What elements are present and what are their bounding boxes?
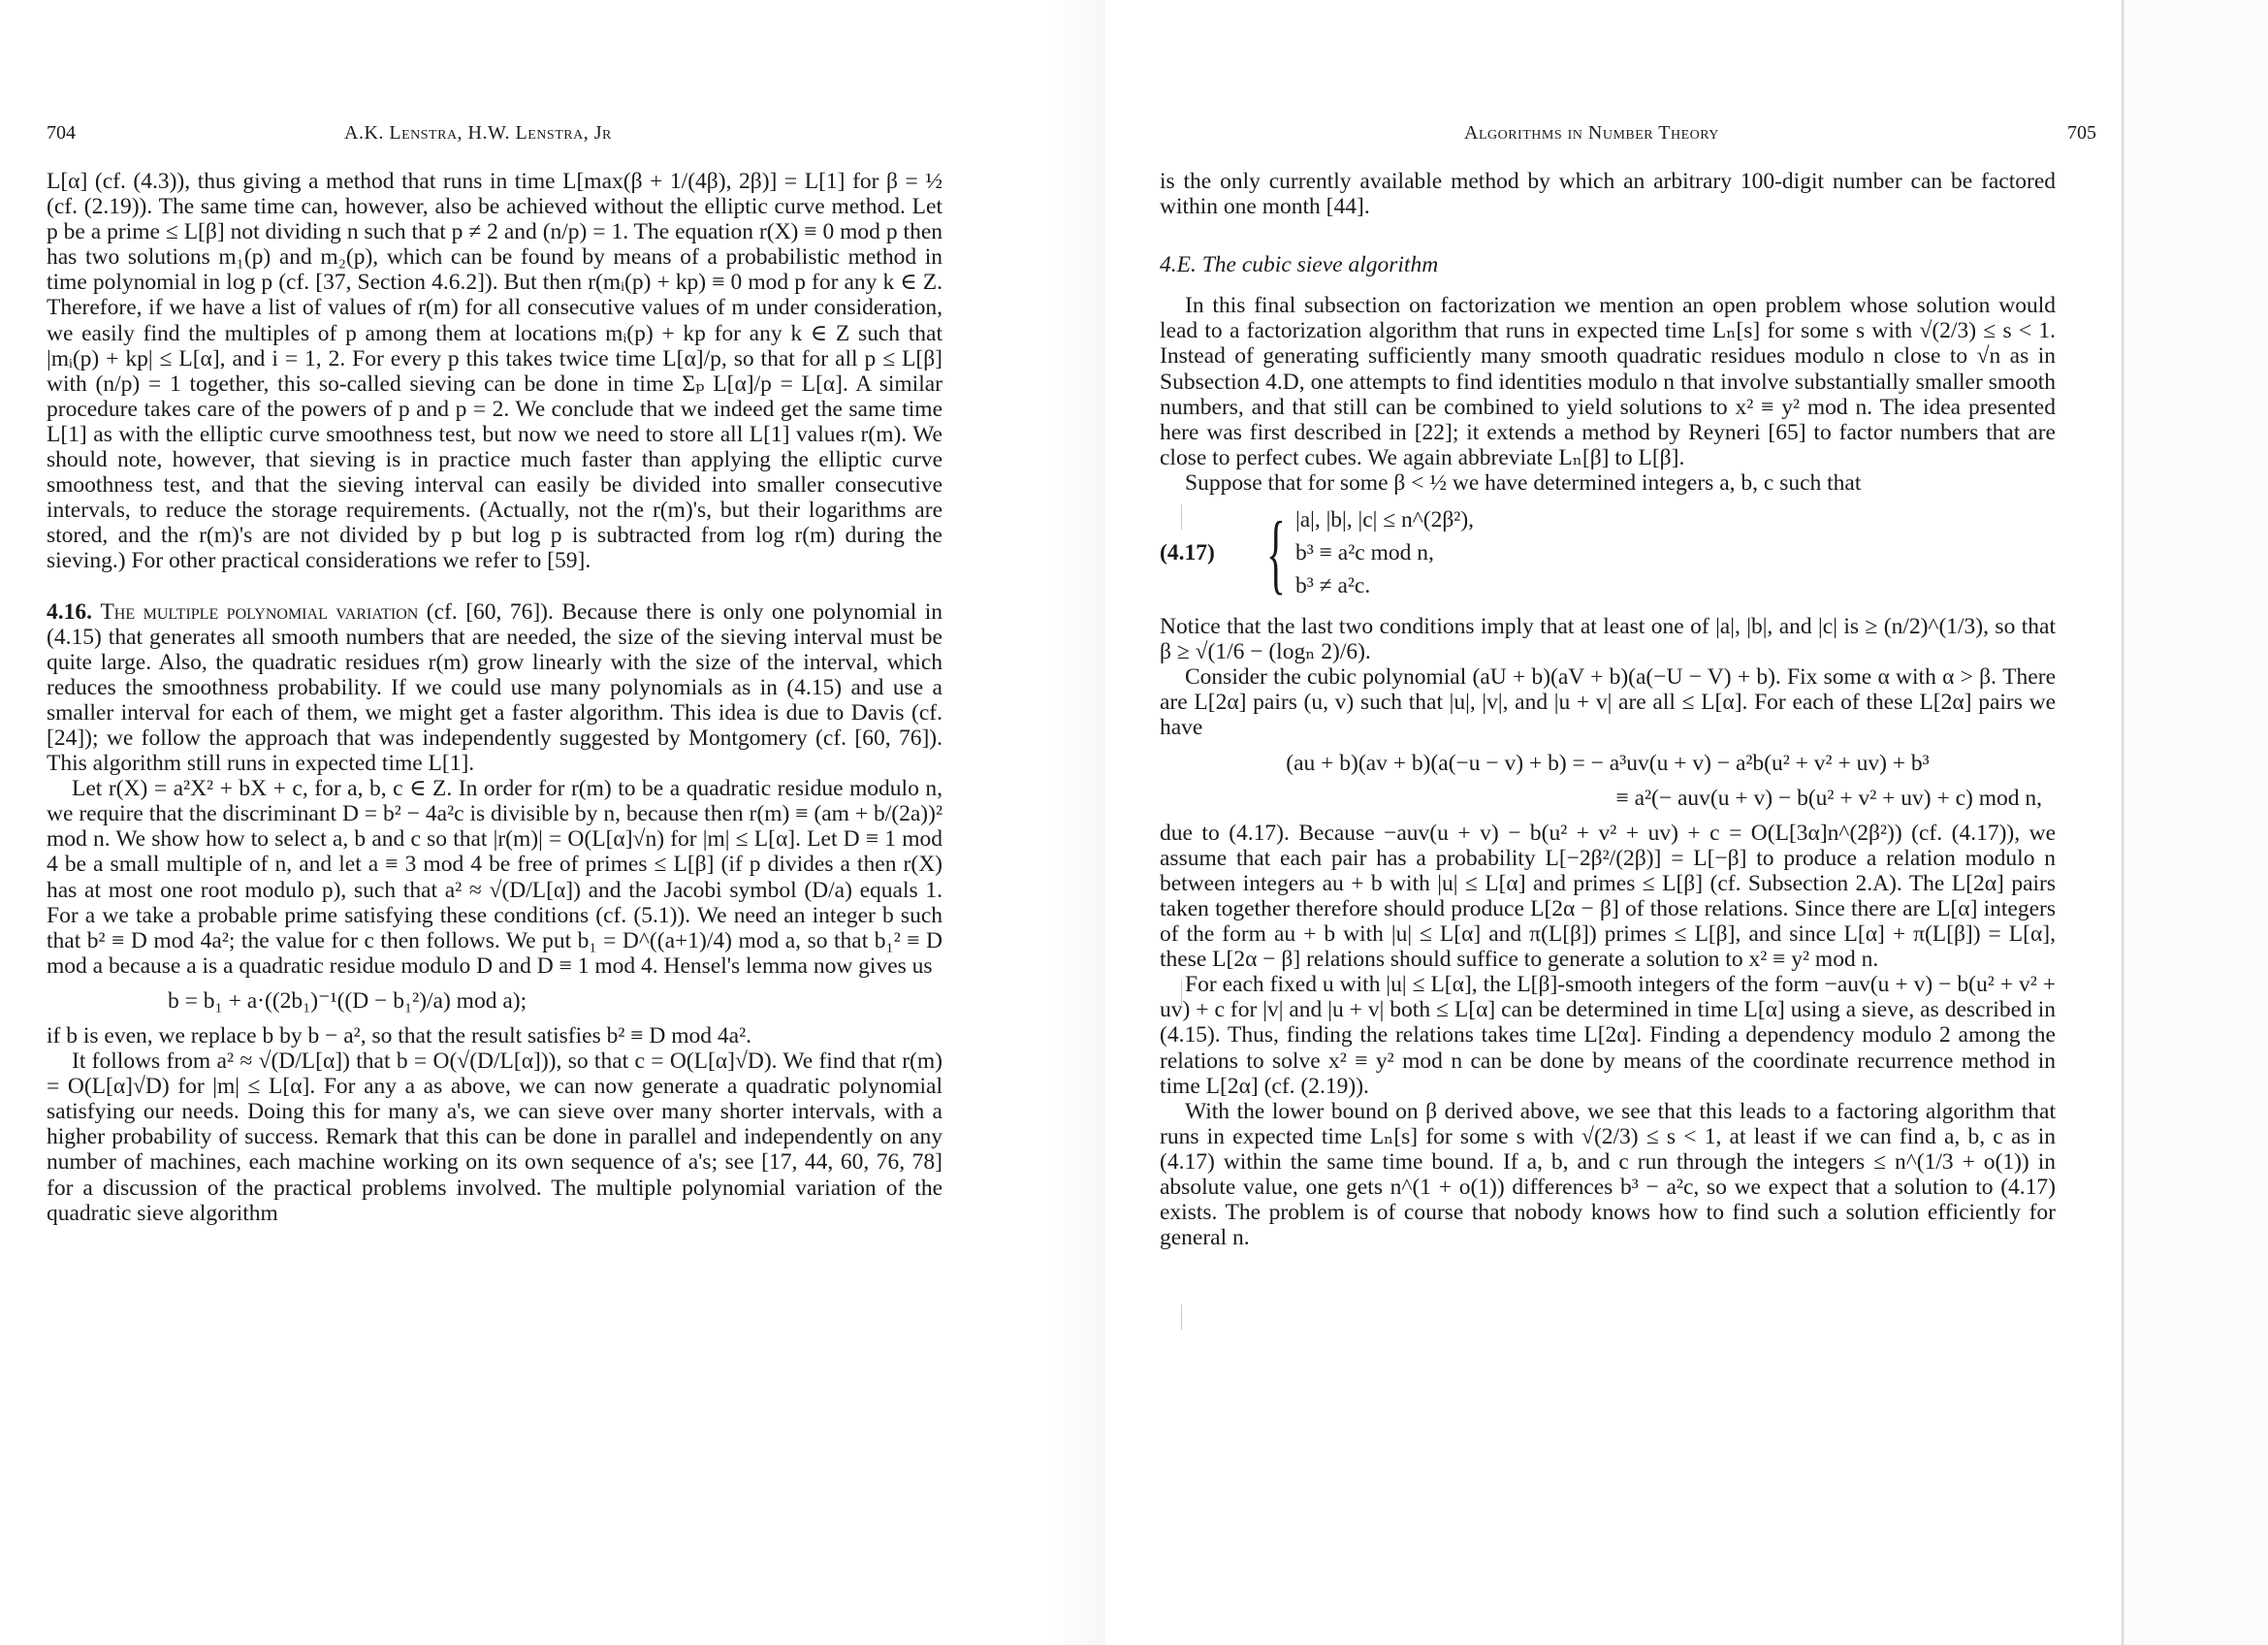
paragraph: is the only currently available method by which an arbitrary 100-digit number can be factored within one month [44]. (1160, 169, 2056, 220)
left-column (47, 169, 942, 1226)
right-column (1160, 169, 2056, 1250)
paragraph: Because there is only one polynomial in (4.15) that generates all smooth numbers that are needed, the size of the sieving interval must be quite large. Also, the quadratic residues r(m) grow linearly with the size of the interval, which reduces the smoothness probability. If we could use many polynomials as in (4.15) and use a smaller interval for each of them, we might get a faster algorithm. This idea is due to Davis (cf. [24]); we follow the approach that was independently suggested by Montgomery (cf. [60, 76]). This algorithm still runs in expected time L[1]. (47, 598, 943, 777)
hensel-formula: b = b₁ + a·((2b₁)⁻¹((D − b₁²)/a) mod a); (168, 987, 527, 1014)
section-citation: (cf. [60, 76]). (426, 598, 554, 625)
section-paragraph (47, 599, 942, 777)
paragraph: With the lower bound on β derived above, we see that this leads to a factoring algorithm that runs in expected time Lₙ[s] for some s with √(2/3) ≤ s < 1, at least if we can find a, b, c as in (4.17) within the same time bound. If a, b, and c run through the integers ≤ n^(1/3 + o(1)) in absolute value, one gets n^(1 + o(1)) differences b³ − a²c, so we expect that a solution to (4.17) exists. The problem is of course that nobody knows how to find such a solution efficiently for general n. (1160, 1098, 2056, 1251)
paragraph: It follows from a² ≈ √(D/L[α]) that b = O(√(D/L[α])), so that c = O(L[α]√D). We find that r(m) = O(L[α]√D) for |m| ≤ L[α]. For any a as above, we can now generate a quadratic polynomial satisfying our needs. Doing this for many a's, we can sieve over many shorter intervals, with a higher probability of success. Remark that this can be done in parallel and independently on any number of machines, each machine working on its own sequence of a's; see [17, 44, 60, 76, 78] for a discussion of the practical problems involved. The multiple polynomial variation of the quadratic sieve algorithm (47, 1048, 942, 1226)
paragraph: In this final subsection on factorization we mention an open problem whose solution would lead to a factorization algorithm that runs in expected time Lₙ[s] for some s with √(2/3) ≤ s < 1. Instead of generating sufficiently many smooth quadratic residues modulo n close to √n as in Subsection 4.D, one attempts to find identities modulo n that involve substantially smaller smooth numbers, and that still can be combined to yield solutions to x² ≡ y² mod n. The idea presented here was first described in [22]; it extends a method by Reyneri [65] to factor numbers that are close to perfect cubes. We again abbreviate Lₙ[β] to L[β]. (1160, 293, 2056, 470)
running-head-left: A.K. Lenstra, H.W. Lenstra, Jr (344, 122, 612, 144)
equation-line: |a|, |b|, |c| ≤ n^(2β²), (1295, 507, 1475, 533)
equation-line: b³ ≡ a²c mod n, (1295, 540, 1434, 566)
paragraph: L[α] (cf. (4.3)), thus giving a method that runs in time L[max(β + 1/(4β), 2β)] = L[1] for β = ½ (cf. (2.19)). The same time can, however, also be achieved without the elliptic curve method. Let p be a prime ≤ L[β] not dividing n such that p ≠ 2 and (n/p) = 1. The equation r(X) ≡ 0 mod p then has two solutions m₁(p) and m₂(p), which can be found by means of a probabilistic method in time polynomial in log p (cf. [37, Section 4.6.2]). But then r(mᵢ(p) + kp) ≡ 0 mod p for any k ∈ Z. Therefore, if we have a list of values of r(m) for all consecutive values of m under consideration, we easily find the multiples of p among them at locations mᵢ(p) + kp for any k ∈ Z such that |mᵢ(p) + kp| ≤ L[α], and i = 1, 2. For every p this takes twice time L[α]/p, so that for all p ≤ L[β] with (n/p) = 1 together, this so-called sieving can be done in time Σₚ L[α]/p = L[α]. A similar procedure takes care of the powers of p and p = 2. We conclude that we indeed get the same time L[1] as with the elliptic curve smoothness test, but now we need to store all L[1] values r(m). We should note, however, that sieving is in practice much faster than applying the elliptic curve smoothness test, and that the sieving interval can easily be divided into smaller consecutive intervals, to reduce the storage requirements. (Actually, not the r(m)'s, but their logarithms are stored, and the r(m)'s are not divided by p but log p is subtracted from log r(m) during the sieving.) For other practical considerations we refer to [59]. (47, 169, 942, 574)
section-title: 4.E. The cubic sieve algorithm (1160, 252, 1439, 278)
paragraph: For each fixed u with |u| ≤ L[α], the L[β]-smooth integers of the form −auv(u + v) − b(u² + v² + uv) + c for |v| and |u + v| both ≤ L[α] can be determined in time L[α] using a sieve, as described in (4.15). Thus, finding the relations takes time L[2α]. Finding a dependency modulo 2 among the relations to solve x² ≡ y² mod n can be done by means of the coordinate recurrence method in time L[2α] (cf. (2.19)). (1160, 972, 2056, 1099)
paragraph: due to (4.17). Because −auv(u + v) − b(u² + v² + uv) + c = O(L[3α]n^(2β²)) (cf. (4.17)), we assume that each pair has a probability L[−2β²/(2β)] = L[−β] to produce a relation modulo n between integers au + b with |u| ≤ L[α] and primes ≤ L[β] (cf. Subsection 2.A). The L[2α] pairs taken together therefore should produce L[2α − β] of those relations. Since there are L[α] integers of the form au + b with |u| ≤ L[α] and π(L[β]) primes ≤ L[β], and since L[α] + π(L[β]) = L[α], these L[2α − β] relations should suffice to generate a solution to x² ≡ y² mod n. (1160, 820, 2057, 973)
paragraph: Consider the cubic polynomial (aU + b)(aV + b)(a(−U − V) + b). Fix some α with α > β. There are L[2α] pairs (u, v) such that |u|, |v|, and |u + v| are all ≤ L[α]. For each of these L[2α] pairs we have (1160, 664, 2056, 741)
equation-line: b³ ≠ a²c. (1295, 573, 1371, 599)
display-equation: (au + b)(av + b)(a(−u − v) + b) = − a³uv(u + v) − a²b(u² + v² + uv) + b³ (1286, 750, 1930, 776)
section-number: 4.16. (47, 598, 92, 625)
display-equation: ≡ a²(− auv(u + v) − b(u² + v² + uv) + c) mod n, (1615, 785, 2042, 811)
equation-label: (4.17) (1160, 539, 1215, 565)
paragraph: Let r(X) = a²X² + bX + c, for a, b, c ∈ Z. In order for r(m) to be a quadratic residue modulo n, we require that the discriminant D = b² − 4a²c is divisible by n, because then r(m) ≡ (am + b/(2a))² mod n. We show how to select a, b and c so that |r(m)| = O(L[α]√n) for |m| ≤ L[α]. Let D ≡ 1 mod 4 be a small multiple of n, and let a ≡ 3 mod 4 be free of primes ≤ L[β] (if p divides a then r(X) has at most one root modulo p), such that a² ≈ √(D/L[α]) and the Jacobi symbol (D/a) equals 1. For a we take a probable prime satisfying these conditions (cf. (5.1)). We need an integer b such that b² ≡ D mod 4a²; the value for c then follows. We put b₁ = D^((a+1)/4) mod a, so that b₁² ≡ D mod a because a is a quadratic residue modulo D and D ≡ 1 mod 4. Hensel's lemma now gives us (47, 776, 942, 979)
page-number-left: 704 (47, 122, 76, 144)
section-title: The multiple polynomial variation (100, 598, 419, 625)
right-page (1105, 0, 2268, 1645)
left-brace: { (1266, 503, 1286, 603)
paragraph: Suppose that for some β < ½ we have determined integers a, b, c such that (1185, 469, 1862, 496)
left-page (0, 0, 1105, 1645)
gutter-shadow (1047, 0, 1105, 1645)
page-edge-shade (2124, 0, 2268, 1645)
page-number-right: 705 (2067, 122, 2096, 144)
equation-4-17 (1160, 503, 2056, 602)
paragraph: if b is even, we replace b by b − a², so that the result satisfies b² ≡ D mod 4a². (47, 1023, 752, 1048)
equation-lines (1295, 503, 1474, 602)
running-head-right: Algorithms in Number Theory (1464, 122, 1719, 144)
gutter-mark (1181, 1305, 1182, 1330)
paragraph: Notice that the last two conditions imply that at least one of |a|, |b|, and |c| is ≥ (n/2)^(1/3), so that β ≥ √(1/6 − (logₙ 2)/6). (1160, 614, 2056, 665)
